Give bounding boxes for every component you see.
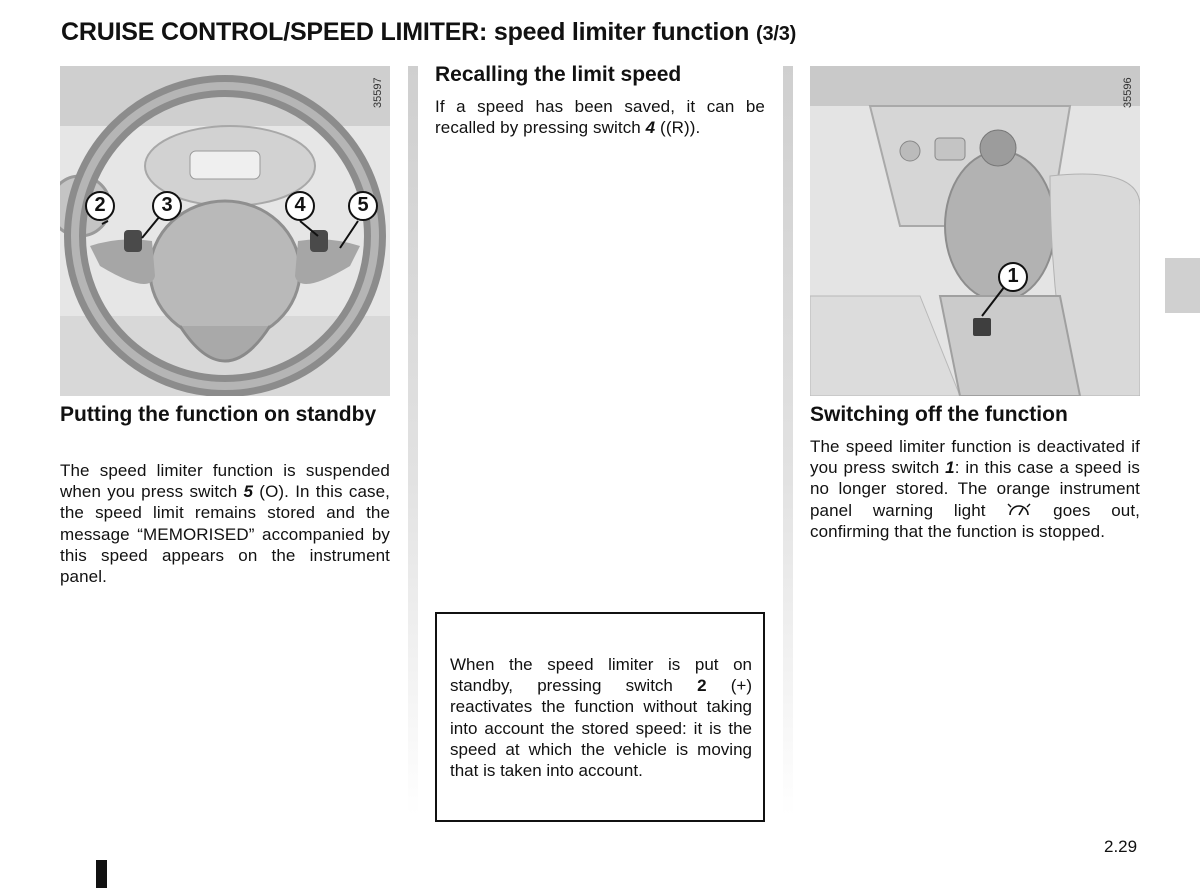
callout-1: 1 <box>998 262 1028 292</box>
console-figure <box>810 66 1140 396</box>
figure-reference-number: 35596 <box>1122 77 1134 108</box>
switch-off-text-3: goes out, confirming that the function is stopped. <box>810 500 1140 541</box>
speed-limiter-warning-icon <box>1006 501 1032 519</box>
switch-off-text-2: : in this case a speed is no longer stored. The orange instrument panel warning light <box>810 458 1140 520</box>
callout-2: 2 <box>85 191 115 221</box>
recall-heading: Recalling the limit speed <box>435 63 682 86</box>
standby-text-1: The speed limiter function is suspended when you press switch <box>60 461 390 502</box>
switch-off-paragraph <box>810 436 1140 542</box>
standby-paragraph <box>60 460 390 587</box>
recall-text-2: ((R)). <box>655 118 701 138</box>
console-illustration <box>810 66 1140 396</box>
column-divider-left <box>408 66 418 816</box>
callout-5: 5 <box>348 191 378 221</box>
page-number: 2.29 <box>1104 837 1138 856</box>
figure-reference-number: 35597 <box>372 77 384 108</box>
note-box <box>435 612 765 822</box>
steering-wheel-figure <box>60 66 390 396</box>
switch-off-switch-number: 1 <box>945 458 955 478</box>
standby-heading: Putting the function on standby <box>60 403 377 426</box>
column-divider-right <box>783 66 793 816</box>
callout-3: 3 <box>152 191 182 221</box>
standby-switch-number: 5 <box>243 482 254 502</box>
switch-off-text-1: The speed limiter function is deactivated if you press switch <box>810 437 1140 478</box>
note-text-2: (+) reactivates the function without taking into account the stored speed: it is the speed at which the vehicle is moving that is taken into account. <box>450 676 752 781</box>
recall-paragraph <box>435 96 765 138</box>
note-text-1: When the speed limiter is put on standby, pressing switch <box>450 655 752 696</box>
page-title-part: (3/3) <box>756 23 797 45</box>
standby-text-2: (O). In this case, the speed limit remains stored and the message “MEMORISED” accompanied by this speed appears on the instrument panel. <box>60 482 390 587</box>
chapter-tab <box>1165 258 1200 313</box>
switch-off-heading: Switching off the function <box>810 403 1068 426</box>
recall-switch-number: 4 <box>645 118 656 138</box>
steering-wheel-illustration <box>60 66 390 396</box>
corner-mark <box>96 860 107 888</box>
recall-text-1: If a speed has been saved, it can be recalled by pressing switch <box>435 97 765 138</box>
note-switch-number: 2 <box>697 676 707 696</box>
page-title <box>61 18 796 47</box>
page-title-main: CRUISE CONTROL/SPEED LIMITER: speed limiter function <box>61 18 750 46</box>
note-paragraph <box>450 654 752 781</box>
callout-4: 4 <box>285 191 315 221</box>
